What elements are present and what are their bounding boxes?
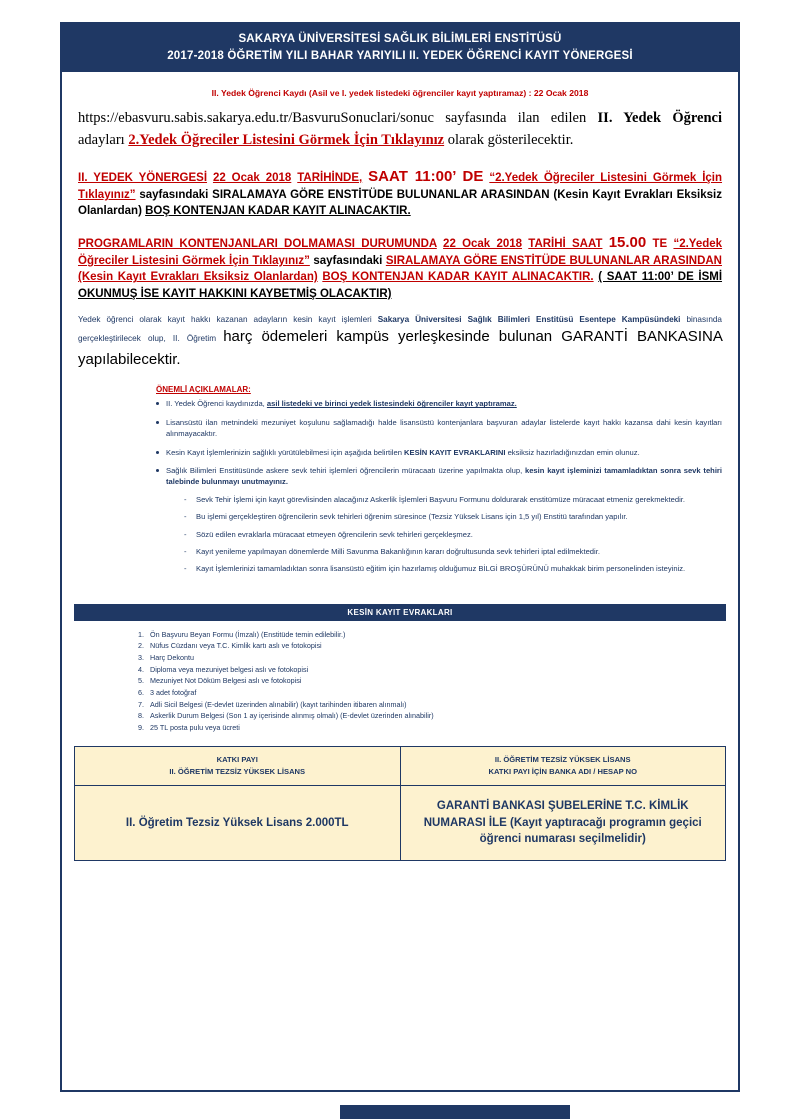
p4-campus: Sakarya Üniversitesi Sağlık Bilimleri Enstitüsü Esentepe Kampüsündeki bbox=[377, 315, 681, 325]
para1-text-2: adayları bbox=[78, 132, 129, 149]
p3-a: PROGRAMLARIN KONTENJANLARI DOLMAMASI DURUMUNDA bbox=[78, 237, 437, 250]
p3-b: 22 Ocak 2018 bbox=[443, 237, 523, 250]
required-documents-list bbox=[132, 629, 738, 734]
fees-table bbox=[74, 746, 726, 861]
p3-h: SIRALAMAYA GÖRE ENSTİTÜDE BULUNANLAR ARASINDAN bbox=[385, 255, 722, 268]
p2-i: BOŞ KONTENJAN KADAR KAYIT ALINACAKTIR. bbox=[145, 205, 411, 218]
document-body bbox=[62, 108, 738, 589]
p3-link-text: “2.Yedek Öğreciler Listesini Görmek İçin Tıklayınız” bbox=[78, 237, 723, 268]
list-item: 5. Mezuniyet Not Döküm Belgesi aslı ve fotokopisi bbox=[146, 675, 738, 687]
list-item: 9. 25 TL posta pulu veya ücreti bbox=[146, 722, 738, 734]
p3-e: TE bbox=[652, 237, 668, 250]
fees-header-right-line2: KATKI PAYI İÇİN BANKA ADI / HESAP NO bbox=[488, 766, 637, 776]
important-notes-title: ÖNEMLİ AÇIKLAMALAR: bbox=[156, 385, 251, 395]
list-item bbox=[156, 398, 722, 409]
list-item: 3. Harç Dekontu bbox=[146, 652, 738, 664]
para1-bold-1: II. Yedek Öğrenci bbox=[597, 110, 723, 127]
p3-time: 15.00 bbox=[608, 233, 647, 251]
list-item: - Kayıt yenileme yapılmayan dönemlerde Milli Savunma Bakanlığının kararı doğrultusunda sevk tehirleri iptal edilmektedir. bbox=[184, 546, 722, 557]
p3-j: BOŞ KONTENJAN KADAR KAYIT ALINACAKTIR. bbox=[322, 271, 594, 284]
fees-header-left-line1: KATKI PAYI bbox=[216, 754, 258, 764]
header-line-2: 2017-2018 ÖĞRETİM YILI BAHAR YARIYILI II. YEDEK ÖĞRENCİ KAYIT YÖNERGESİ bbox=[167, 49, 633, 62]
table-row bbox=[75, 785, 726, 860]
p3-c: TARİHİ SAAT bbox=[528, 237, 603, 250]
bullet-3-post: eksiksiz hazırladığınızdan emin olunuz. bbox=[505, 447, 640, 457]
p4-bank-note: harç ödemeleri kampüs yerleşkesinde bulunan GARANTİ BANKASINA bbox=[223, 328, 722, 346]
list-item bbox=[156, 447, 722, 458]
bullet-2-pre: Lisansüstü ilan metnindeki mezuniyet koşulunu sağlamadığı halde lisansüstü kontenjanlara başvuran adaylar listelerde kayıt hakkı kazansa dahi kesin kayıtları alınmayacaktır. bbox=[166, 417, 722, 439]
portal-url: https://ebasvuru.sabis.sakarya.edu.tr/BasvuruSonuclari/sonuc bbox=[78, 110, 434, 127]
list-item: - Kayıt İşlemlerinizi tamamladıktan sonra lisansüstü eğitim için hazırlamış olduğumuz BİLGİ BROŞÜRÜNÜ muhakkak birim personelinden isteyiniz. bbox=[184, 563, 722, 574]
bank-info-cell: GARANTİ BANKASI ŞUBELERİNE T.C. KİMLİK NUMARASI İLE (Kayıt yaptıracağı programın geçici öğrenci numarası seçilmelidir) bbox=[400, 785, 726, 860]
list-item: 7. Adli Sicil Belgesi (E-devlet üzerinden alınabilir) (kayıt tarihinden itibaren alınmalı) bbox=[146, 699, 738, 711]
documents-band-title: KESİN KAYIT EVRAKLARI bbox=[74, 604, 726, 621]
table-header-row bbox=[75, 746, 726, 785]
header-line-1: SAKARYA ÜNİVERSİTESİ SAĞLIK BİLİMLERİ ENSTİTÜSÜ bbox=[238, 33, 562, 45]
p4-e: yapılabilecektir. bbox=[78, 350, 181, 368]
para1-text-3: olarak gösterilecektir. bbox=[444, 132, 574, 149]
bullet-3-em: KESİN KAYIT EVRAKLARINI bbox=[404, 447, 506, 457]
p2-link-text: “2.Yedek Öğreciler Listesini Görmek İçin Tıklayınız” bbox=[78, 171, 723, 202]
para1-text-1: sayfasında ilan edilen bbox=[434, 110, 598, 127]
subheading-date: II. Yedek Öğrenci Kaydı (Asil ve I. yedek listedeki öğrenciler kayıt yaptıramaz) : 22 Ocak 2018 bbox=[211, 88, 589, 99]
p3-i: (Kesin Kayıt Evrakları Eksiksiz Olanlardan) bbox=[78, 271, 318, 284]
military-deferment-list bbox=[184, 494, 722, 575]
p2-time: SAAT 11:00’ DE bbox=[368, 167, 484, 185]
p3-g: sayfasındaki bbox=[313, 255, 383, 268]
p2-b: 22 Ocak 2018 bbox=[212, 171, 292, 184]
list-item bbox=[156, 417, 722, 440]
p3-k: ( SAAT 11:00’ DE İSMİ OKUNMUŞ İSE KAYIT HAKKINI KAYBETMİŞ OLACAKTIR) bbox=[78, 271, 723, 300]
list-item: - Sevk Tehir İşlemi için kayıt görevlisinden alacağınız Askerlik İşlemleri Başvuru Formunu doldurarak enstitümüze müracaat etmeniz gerekmektedir. bbox=[184, 494, 722, 505]
p2-a: II. YEDEK YÖNERGESİ bbox=[78, 171, 208, 184]
p2-h: (Kesin Kayıt Evrakları Eksiksiz Olanlardan) bbox=[78, 189, 722, 218]
paragraph-announcement bbox=[78, 108, 722, 152]
list-item: 2. Nüfus Cüzdanı veya T.C. Kimlik kartı aslı ve fotokopisi bbox=[146, 640, 738, 652]
fees-header-right-line1: II. ÖĞRETİM TEZSİZ YÜKSEK LİSANS bbox=[494, 754, 631, 764]
list-item: 1. Ön Başvuru Beyan Formu (İmzalı) (Enstitüde temin edilebilir.) bbox=[146, 629, 738, 641]
list-item: 6. 3 adet fotoğraf bbox=[146, 687, 738, 699]
fees-header-left-line2: II. ÖĞRETİM TEZSİZ YÜKSEK LİSANS bbox=[169, 766, 306, 776]
p2-c: TARİHİNDE, bbox=[297, 171, 363, 184]
paragraph-directive bbox=[78, 166, 722, 220]
paragraph-payment bbox=[78, 314, 722, 371]
bullet-3-pre: Kesin Kayıt İşlemlerinizin sağlıklı yürütülebilmesi için aşağıda belirtilen bbox=[166, 447, 405, 457]
fee-amount-cell: II. Öğretim Tezsiz Yüksek Lisans 2.000TL bbox=[75, 785, 401, 860]
list-item bbox=[156, 465, 722, 575]
important-notes-list bbox=[140, 398, 722, 574]
p4-c: binasında gerçekleştirilecek olup, II. Öğretim bbox=[78, 315, 722, 344]
list-item: 8. Askerlik Durum Belgesi (Son 1 ay içerisinde alınmış olmalı) (E-devlet üzerinden alınabilir) bbox=[146, 710, 738, 722]
p2-f: sayfasındaki bbox=[139, 189, 209, 202]
p4-a: Yedek öğrenci olarak kayıt hakkı kazanan adayların kesin kayıt işlemleri bbox=[78, 315, 378, 325]
reserve-list-link[interactable]: 2.Yedek Öğreciler Listesini Görmek İçin Tıklayınız bbox=[128, 132, 445, 149]
list-item: - Sözü edilen evraklarla müracaat etmeyen öğrencilerin sevk tehirleri gerçekleşmez. bbox=[184, 529, 722, 540]
paragraph-second-session bbox=[78, 232, 722, 302]
footer-bar bbox=[340, 1105, 570, 1119]
document-header bbox=[62, 24, 738, 72]
bullet-1-em: asil listedeki ve birinci yedek listesindeki öğrenciler kayıt yaptıramaz. bbox=[266, 399, 517, 409]
p2-g: SIRALAMAYA GÖRE ENSTİTÜDE BULUNANLAR ARASINDAN bbox=[212, 189, 550, 202]
fees-header-right bbox=[400, 746, 726, 785]
bullet-1-pre: II. Yedek Öğrenci kaydınızda, bbox=[166, 399, 267, 409]
list-item: - Bu işlemi gerçekleştiren öğrencilerin sevk tehirleri öğrenim süresince (Tezsiz Yüksek Lisans için 1,5 yıl) Enstitü tarafından yapılır. bbox=[184, 511, 722, 522]
fees-header-left bbox=[75, 746, 401, 785]
bullet-4-em: kesin kayıt işleminizi tamamladıktan sonra sevk tehiri talebinde bulunmayı unutmayınız. bbox=[166, 465, 722, 487]
list-item: 4. Diploma veya mezuniyet belgesi aslı ve fotokopisi bbox=[146, 664, 738, 676]
bullet-4-pre: Sağlık Bilimleri Enstitüsünde askere sevk tehiri işlemleri öğrencilerin müracaatı üzerine yapılmakta olup, bbox=[166, 465, 525, 475]
document-page bbox=[60, 22, 740, 1092]
